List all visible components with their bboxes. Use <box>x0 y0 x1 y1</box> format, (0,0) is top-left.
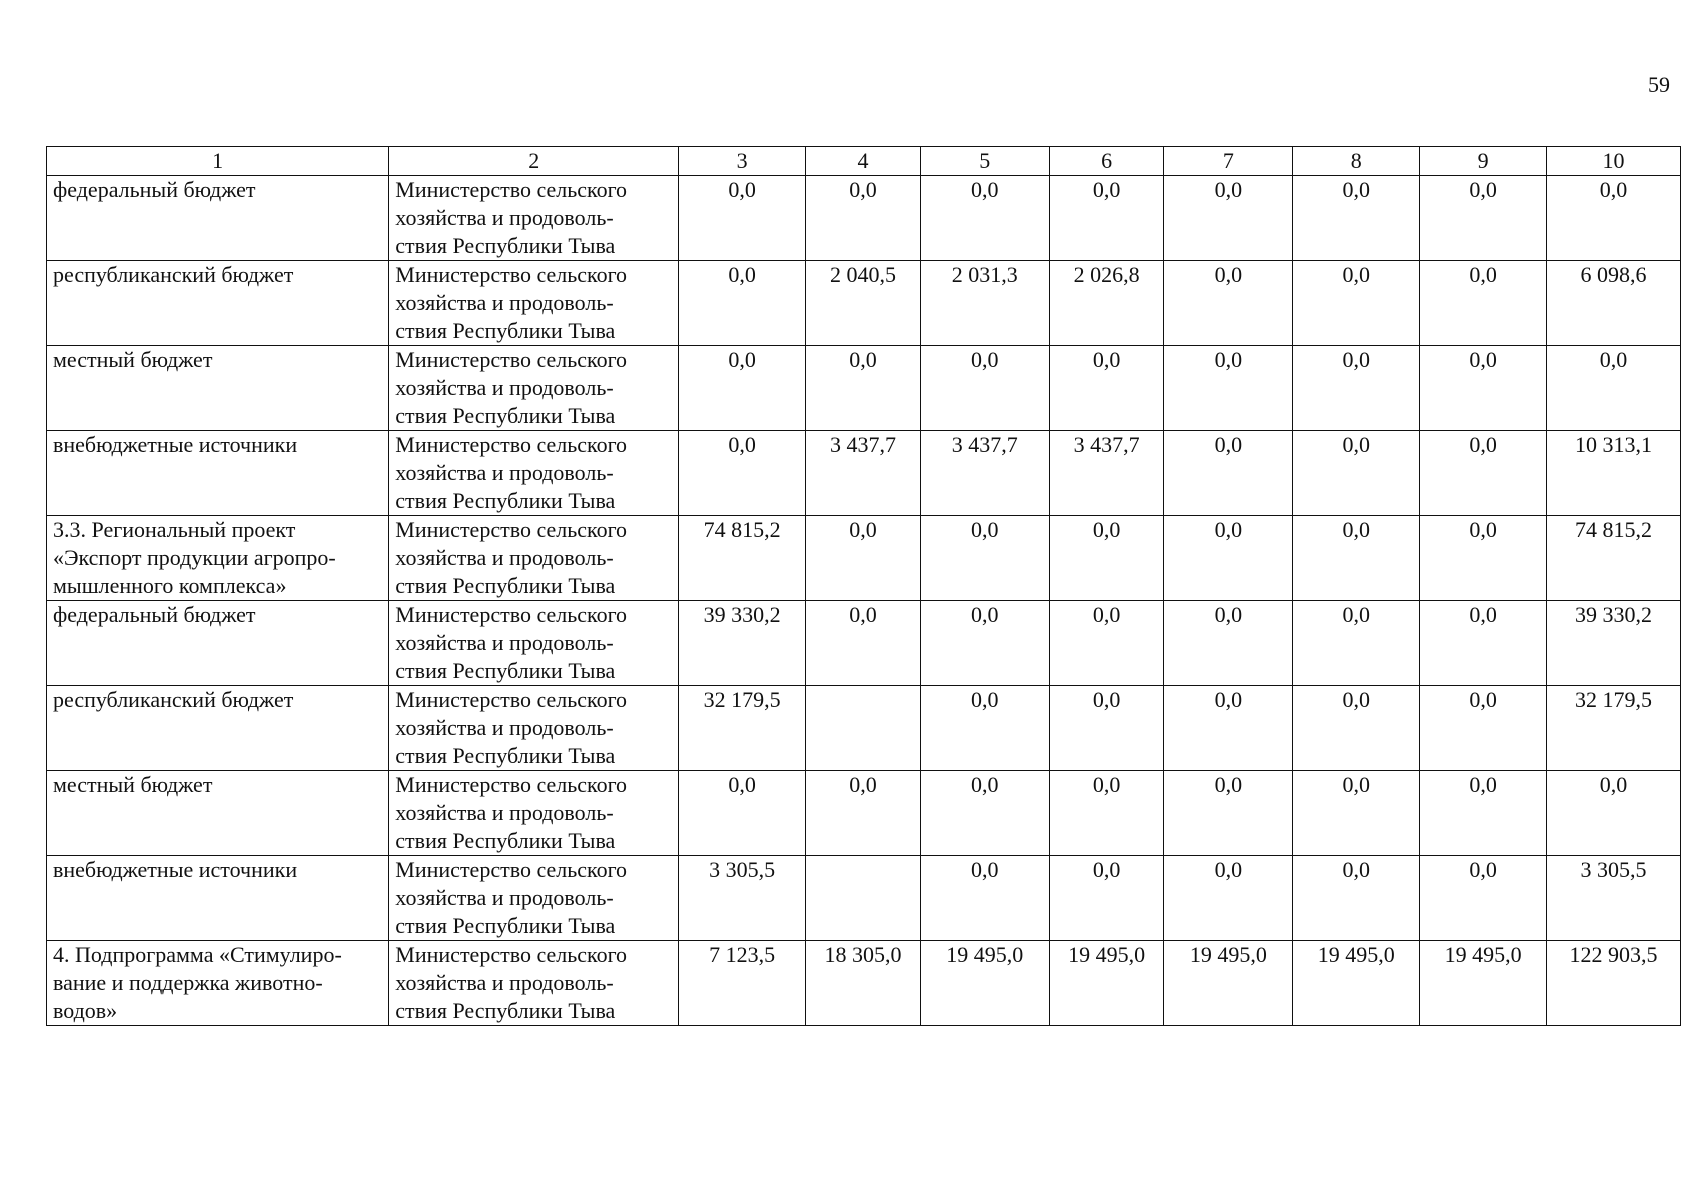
value-cell: 0,0 <box>806 771 921 856</box>
value-cell: 0,0 <box>1293 686 1420 771</box>
value-cell: 19 495,0 <box>1164 941 1293 1026</box>
value-cell: 32 179,5 <box>679 686 806 771</box>
column-number: 7 <box>1164 147 1293 176</box>
executor-line: ствия Республики Тыва <box>395 403 616 428</box>
row-name-cell <box>47 261 389 346</box>
executor-line: ствия Республики Тыва <box>395 998 616 1023</box>
value-cell: 0,0 <box>679 176 806 261</box>
value-cell: 10 313,1 <box>1547 431 1681 516</box>
value-cell: 0,0 <box>1420 346 1547 431</box>
value-cell: 0,0 <box>1164 176 1293 261</box>
value-cell: 3 305,5 <box>1547 856 1681 941</box>
row-name-cell <box>47 771 389 856</box>
executor-line: Министерство сельского <box>395 177 628 202</box>
executor-line: ствия Республики Тыва <box>395 488 616 513</box>
executor-line: Министерство сельского <box>395 517 628 542</box>
value-cell: 3 305,5 <box>679 856 806 941</box>
executor-line: ствия Республики Тыва <box>395 233 616 258</box>
column-number: 4 <box>806 147 921 176</box>
executor-cell <box>389 261 679 346</box>
value-cell: 0,0 <box>1547 771 1681 856</box>
value-cell: 0,0 <box>1420 176 1547 261</box>
column-number: 10 <box>1547 147 1681 176</box>
executor-line: Министерство сельского <box>395 262 628 287</box>
table-row <box>47 346 1681 431</box>
executor-cell <box>389 856 679 941</box>
value-cell: 0,0 <box>1547 176 1681 261</box>
value-cell: 0,0 <box>1293 771 1420 856</box>
value-cell: 0,0 <box>1547 346 1681 431</box>
value-cell: 0,0 <box>1164 686 1293 771</box>
value-cell: 0,0 <box>679 771 806 856</box>
executor-line: ствия Республики Тыва <box>395 573 616 598</box>
value-cell: 0,0 <box>1164 346 1293 431</box>
value-cell: 0,0 <box>920 686 1049 771</box>
executor-cell <box>389 431 679 516</box>
value-cell: 0,0 <box>679 431 806 516</box>
value-cell: 74 815,2 <box>1547 516 1681 601</box>
executor-line: хозяйства и продоволь- <box>395 800 614 825</box>
value-cell: 0,0 <box>1420 516 1547 601</box>
value-cell: 0,0 <box>1164 516 1293 601</box>
value-cell: 0,0 <box>1293 856 1420 941</box>
value-cell: 0,0 <box>1164 601 1293 686</box>
executor-line: хозяйства и продоволь- <box>395 205 614 230</box>
row-name-cell <box>47 941 389 1026</box>
executor-cell <box>389 601 679 686</box>
table-row <box>47 176 1681 261</box>
executor-cell <box>389 686 679 771</box>
value-cell: 0,0 <box>920 516 1049 601</box>
executor-line: ствия Республики Тыва <box>395 743 616 768</box>
row-name-line: 3.3. Региональный проект <box>53 517 296 542</box>
executor-line: ствия Республики Тыва <box>395 913 616 938</box>
value-cell: 0,0 <box>806 516 921 601</box>
value-cell: 0,0 <box>920 346 1049 431</box>
executor-cell <box>389 176 679 261</box>
row-name-line: внебюджетные источники <box>53 432 298 457</box>
executor-line: Министерство сельского <box>395 347 628 372</box>
table-row <box>47 431 1681 516</box>
value-cell: 0,0 <box>1164 261 1293 346</box>
value-cell: 0,0 <box>1164 431 1293 516</box>
value-cell: 0,0 <box>1049 856 1164 941</box>
value-cell: 0,0 <box>920 856 1049 941</box>
budget-table <box>46 146 1681 1026</box>
value-cell: 3 437,7 <box>806 431 921 516</box>
row-name-line: водов» <box>53 998 118 1023</box>
executor-cell <box>389 941 679 1026</box>
value-cell: 0,0 <box>1420 771 1547 856</box>
value-cell: 3 437,7 <box>920 431 1049 516</box>
column-number: 2 <box>389 147 679 176</box>
executor-cell <box>389 346 679 431</box>
column-number: 8 <box>1293 147 1420 176</box>
value-cell: 0,0 <box>1293 516 1420 601</box>
value-cell: 6 098,6 <box>1547 261 1681 346</box>
row-name-line: местный бюджет <box>53 772 213 797</box>
value-cell <box>806 686 921 771</box>
row-name-line: вание и поддержка животно- <box>53 970 323 995</box>
row-name-cell <box>47 346 389 431</box>
table-row <box>47 856 1681 941</box>
value-cell: 0,0 <box>920 176 1049 261</box>
row-name-line: федеральный бюджет <box>53 602 256 627</box>
value-cell: 0,0 <box>1049 346 1164 431</box>
value-cell: 0,0 <box>1164 771 1293 856</box>
row-name-cell <box>47 176 389 261</box>
value-cell: 3 437,7 <box>1049 431 1164 516</box>
executor-line: Министерство сельского <box>395 772 628 797</box>
value-cell: 0,0 <box>920 771 1049 856</box>
executor-line: хозяйства и продоволь- <box>395 375 614 400</box>
page-number: 59 <box>1648 72 1670 97</box>
table-row <box>47 686 1681 771</box>
value-cell: 0,0 <box>1420 431 1547 516</box>
executor-line: ствия Республики Тыва <box>395 828 616 853</box>
row-name-line: внебюджетные источники <box>53 857 298 882</box>
executor-line: хозяйства и продоволь- <box>395 290 614 315</box>
value-cell: 2 026,8 <box>1049 261 1164 346</box>
value-cell: 0,0 <box>1293 601 1420 686</box>
value-cell: 0,0 <box>1420 261 1547 346</box>
value-cell: 0,0 <box>1164 856 1293 941</box>
row-name-line: федеральный бюджет <box>53 177 256 202</box>
value-cell: 0,0 <box>1049 516 1164 601</box>
value-cell: 2 031,3 <box>920 261 1049 346</box>
value-cell: 39 330,2 <box>1547 601 1681 686</box>
executor-cell <box>389 771 679 856</box>
row-name-cell <box>47 686 389 771</box>
value-cell: 0,0 <box>920 601 1049 686</box>
column-number: 5 <box>920 147 1049 176</box>
executor-line: хозяйства и продоволь- <box>395 970 614 995</box>
value-cell: 0,0 <box>1049 601 1164 686</box>
value-cell: 0,0 <box>1049 176 1164 261</box>
row-name-cell <box>47 601 389 686</box>
table-row <box>47 261 1681 346</box>
value-cell: 19 495,0 <box>1293 941 1420 1026</box>
executor-line: Министерство сельского <box>395 942 628 967</box>
column-number: 1 <box>47 147 389 176</box>
value-cell: 0,0 <box>1293 261 1420 346</box>
row-name-cell <box>47 516 389 601</box>
value-cell: 0,0 <box>1293 346 1420 431</box>
row-name-line: мышленного комплекса» <box>53 573 287 598</box>
executor-cell <box>389 516 679 601</box>
value-cell: 122 903,5 <box>1547 941 1681 1026</box>
value-cell: 0,0 <box>806 346 921 431</box>
table-row <box>47 516 1681 601</box>
value-cell: 0,0 <box>1420 686 1547 771</box>
executor-line: Министерство сельского <box>395 432 628 457</box>
value-cell: 2 040,5 <box>806 261 921 346</box>
executor-line: хозяйства и продоволь- <box>395 545 614 570</box>
row-name-cell <box>47 856 389 941</box>
value-cell: 7 123,5 <box>679 941 806 1026</box>
value-cell: 0,0 <box>679 261 806 346</box>
table-row <box>47 771 1681 856</box>
value-cell: 32 179,5 <box>1547 686 1681 771</box>
executor-line: хозяйства и продоволь- <box>395 630 614 655</box>
value-cell: 18 305,0 <box>806 941 921 1026</box>
value-cell: 19 495,0 <box>1420 941 1547 1026</box>
executor-line: ствия Республики Тыва <box>395 658 616 683</box>
value-cell: 0,0 <box>806 176 921 261</box>
row-name-line: республиканский бюджет <box>53 262 294 287</box>
row-name-cell <box>47 431 389 516</box>
value-cell: 74 815,2 <box>679 516 806 601</box>
executor-line: хозяйства и продоволь- <box>395 460 614 485</box>
column-number: 3 <box>679 147 806 176</box>
value-cell: 0,0 <box>1049 771 1164 856</box>
value-cell <box>806 856 921 941</box>
table-row <box>47 601 1681 686</box>
table-row <box>47 941 1681 1026</box>
value-cell: 19 495,0 <box>1049 941 1164 1026</box>
executor-line: хозяйства и продоволь- <box>395 715 614 740</box>
row-name-line: местный бюджет <box>53 347 213 372</box>
column-number: 9 <box>1420 147 1547 176</box>
executor-line: хозяйства и продоволь- <box>395 885 614 910</box>
value-cell: 0,0 <box>1420 601 1547 686</box>
executor-line: ствия Республики Тыва <box>395 318 616 343</box>
value-cell: 0,0 <box>806 601 921 686</box>
value-cell: 0,0 <box>1293 431 1420 516</box>
row-name-line: республиканский бюджет <box>53 687 294 712</box>
row-name-line: 4. Подпрограмма «Стимулиро- <box>53 942 342 967</box>
value-cell: 0,0 <box>679 346 806 431</box>
executor-line: Министерство сельского <box>395 857 628 882</box>
column-number-row <box>47 147 1681 176</box>
row-name-line: «Экспорт продукции агропро- <box>53 545 336 570</box>
column-number: 6 <box>1049 147 1164 176</box>
executor-line: Министерство сельского <box>395 687 628 712</box>
executor-line: Министерство сельского <box>395 602 628 627</box>
value-cell: 19 495,0 <box>920 941 1049 1026</box>
table-body <box>47 176 1681 1026</box>
value-cell: 0,0 <box>1420 856 1547 941</box>
value-cell: 0,0 <box>1049 686 1164 771</box>
value-cell: 39 330,2 <box>679 601 806 686</box>
value-cell: 0,0 <box>1293 176 1420 261</box>
